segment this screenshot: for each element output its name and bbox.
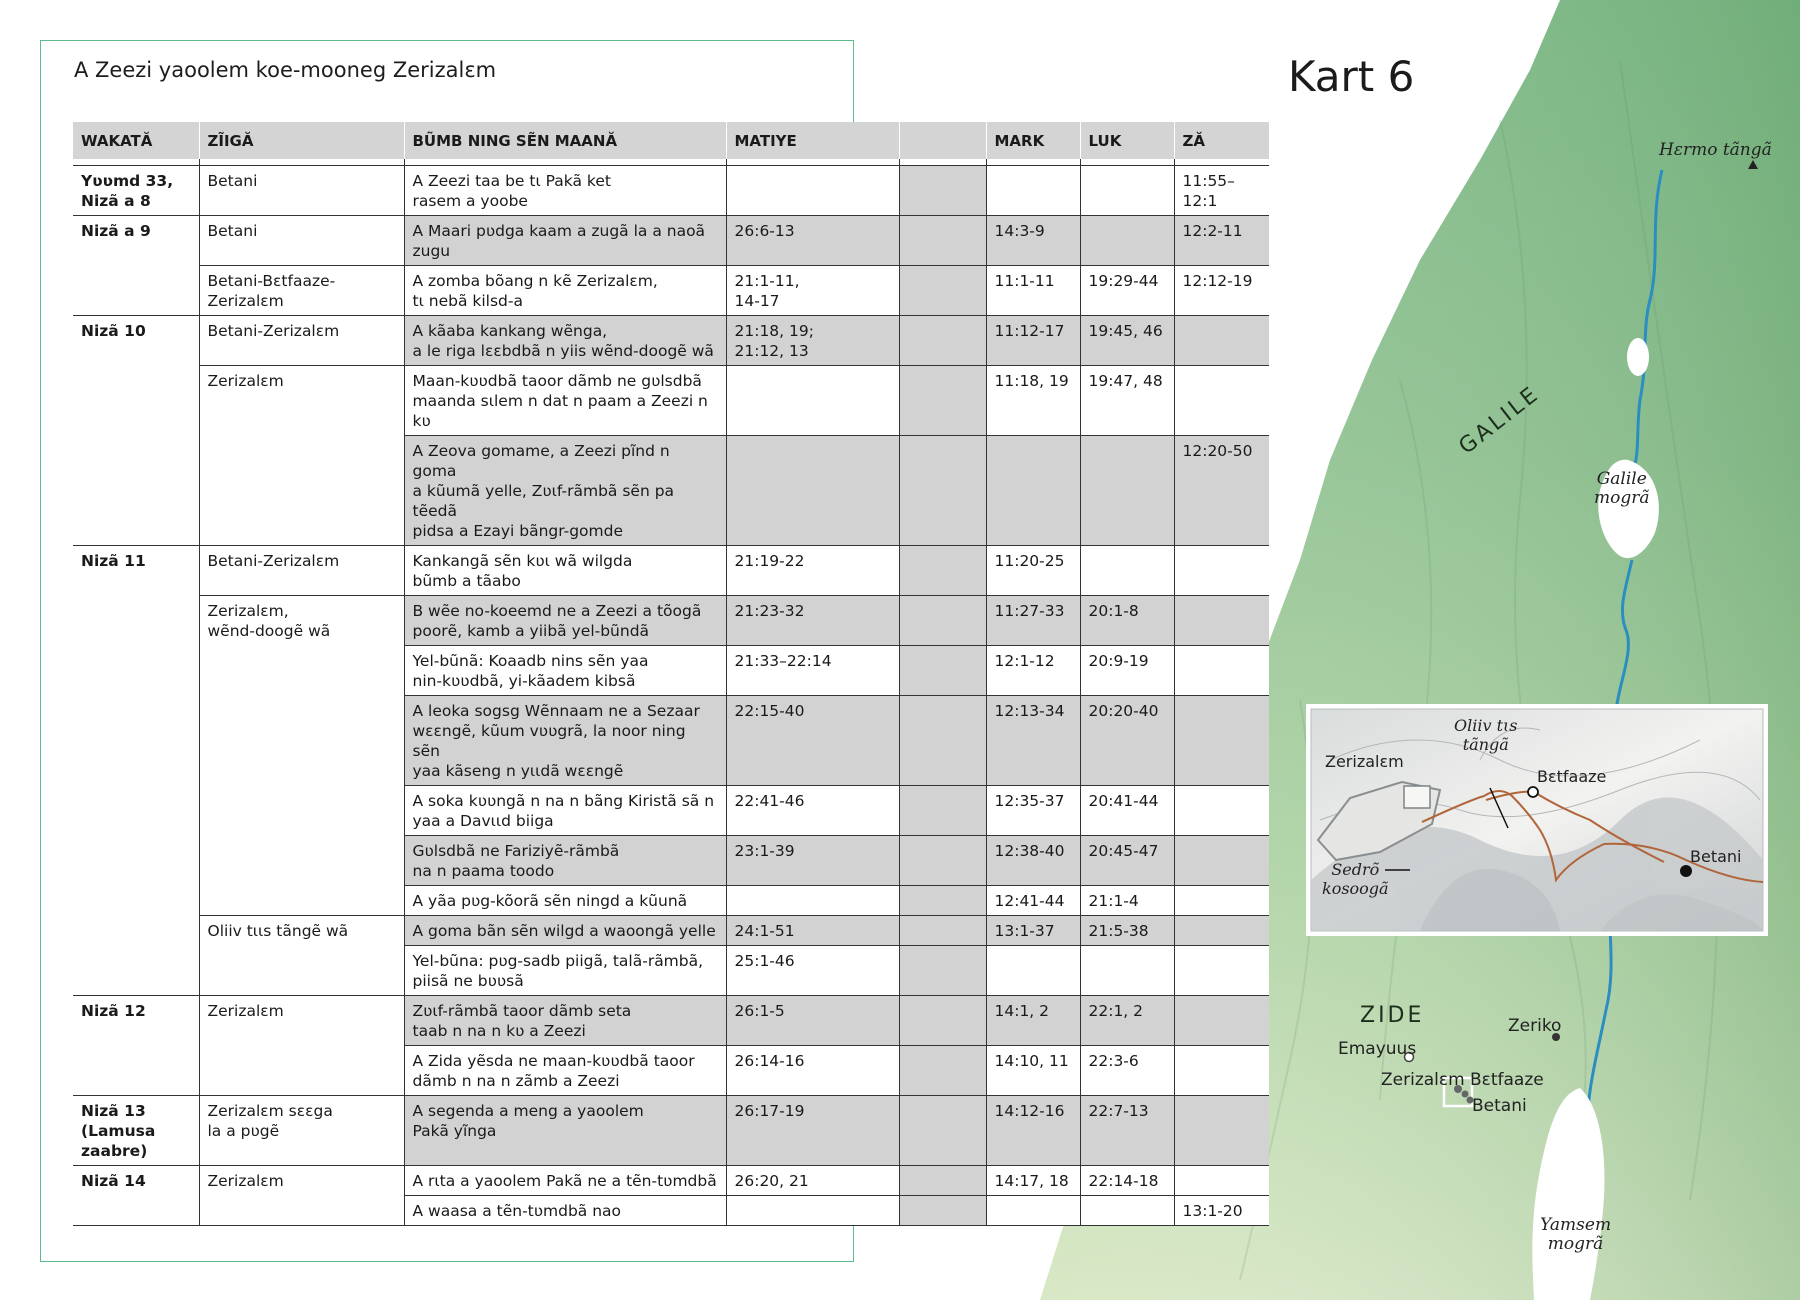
cell-place: Betani	[199, 166, 404, 216]
cell-mat	[726, 1196, 899, 1226]
cell-luk: 22:14-18	[1080, 1166, 1174, 1196]
cell-when: Nizã 12	[73, 996, 199, 1046]
cell-blank	[899, 436, 986, 546]
cell-za	[1174, 786, 1269, 836]
cell-event: A segenda a meng a yaoolem Pakã yĩnga	[404, 1096, 726, 1166]
cell-event: Maan-kʋʋdbã taoor dãmb ne gʋlsdbã maanda sɩlem n dat n paam a Zeezi n kʋ	[404, 366, 726, 436]
cell-luk: 19:45, 46	[1080, 316, 1174, 366]
cell-luk: 21:5-38	[1080, 916, 1174, 946]
cell-mat: 23:1-39	[726, 836, 899, 886]
cell-mat	[726, 366, 899, 436]
cell-place	[199, 886, 404, 916]
cell-blank	[899, 946, 986, 996]
cell-mat	[726, 436, 899, 546]
inset-label-zerizalem: Zerizalɛm	[1325, 752, 1404, 771]
label-zeriko: Zeriko	[1508, 1016, 1562, 1036]
table-row	[73, 216, 1269, 266]
betfaaze-marker	[1462, 1091, 1469, 1098]
lake-hula	[1627, 338, 1649, 376]
cell-event: B wẽe no-koeemd ne a Zeezi a tõogã poorẽ, kamb a yiibã yel-bũndã	[404, 596, 726, 646]
cell-luk: 21:1-4	[1080, 886, 1174, 916]
cell-mark: 12:35-37	[986, 786, 1080, 836]
cell-mark: 11:27-33	[986, 596, 1080, 646]
header-luk: LUK	[1080, 122, 1174, 159]
inset-label-sedro: Sedrõ kosoogã	[1322, 860, 1389, 898]
cell-mark: 11:12-17	[986, 316, 1080, 366]
cell-place: Zerizalɛm, wẽnd-doogẽ wã	[199, 596, 404, 646]
cell-mat: 21:19-22	[726, 546, 899, 596]
cell-luk	[1080, 436, 1174, 546]
cell-mat: 24:1-51	[726, 916, 899, 946]
cell-za: 12:12-19	[1174, 266, 1269, 316]
cell-za: 13:1-20	[1174, 1196, 1269, 1226]
cell-luk: 22:1, 2	[1080, 996, 1174, 1046]
cell-blank	[899, 1166, 986, 1196]
region-label-zide: ZIDE	[1360, 1003, 1425, 1028]
cell-luk: 20:41-44	[1080, 786, 1174, 836]
region-label-galile: GALILE	[1454, 381, 1545, 460]
label-emayuus: Emayuus	[1338, 1039, 1417, 1059]
cell-luk	[1080, 946, 1174, 996]
cell-za	[1174, 596, 1269, 646]
table-row	[73, 316, 1269, 366]
cell-event: Gʋlsdbã ne Fariziyẽ-rãmbã na n paama toodo	[404, 836, 726, 886]
inset-label-betani: Betani	[1690, 847, 1742, 866]
cell-za	[1174, 366, 1269, 436]
cell-mark: 14:12-16	[986, 1096, 1080, 1166]
cell-mark: 14:10, 11	[986, 1046, 1080, 1096]
cell-mat: 26:1-5	[726, 996, 899, 1046]
table-row	[73, 946, 1269, 996]
cell-za: 12:20-50	[1174, 436, 1269, 546]
table-row	[73, 1196, 1269, 1226]
cell-blank	[899, 916, 986, 946]
cell-blank	[899, 1046, 986, 1096]
cell-luk	[1080, 1196, 1174, 1226]
cell-place: Zerizalɛm sɛɛga la a pʋgẽ	[199, 1096, 404, 1166]
table-row	[73, 786, 1269, 836]
cell-place	[199, 786, 404, 836]
cell-when	[73, 1046, 199, 1096]
cell-when	[73, 836, 199, 886]
cell-mat	[726, 886, 899, 916]
cell-za	[1174, 1046, 1269, 1096]
cell-blank	[899, 546, 986, 596]
panel-title: A Zeezi yaoolem koe-mooneg Zerizalɛm	[74, 58, 497, 82]
cell-place: Betani-Bɛtfaaze- Zerizalɛm	[199, 266, 404, 316]
cell-mat: 26:17-19	[726, 1096, 899, 1166]
cell-blank	[899, 696, 986, 786]
cell-luk: 22:3-6	[1080, 1046, 1174, 1096]
cell-place	[199, 836, 404, 886]
table-row	[73, 886, 1269, 916]
label-galile-sea: Galile mogrã	[1594, 469, 1650, 508]
cell-mark	[986, 946, 1080, 996]
events-table	[73, 122, 1269, 1226]
cell-event: A Zeezi taa be tɩ Pakã ket rasem a yoobe	[404, 166, 726, 216]
cell-when	[73, 946, 199, 996]
cell-blank	[899, 646, 986, 696]
cell-when: Nizã 14	[73, 1166, 199, 1196]
cell-mark	[986, 166, 1080, 216]
cell-mark	[986, 1196, 1080, 1226]
cell-when	[73, 886, 199, 916]
cell-event: A Zeova gomame, a Zeezi pĩnd n goma a kũumã yelle, Zʋɩf-rãmbã sẽn pa tẽedã pidsa a Ezayi bãngr-gomde	[404, 436, 726, 546]
header-wakata: WAKATĂ	[73, 122, 199, 159]
cell-mat: 26:6-13	[726, 216, 899, 266]
cell-za	[1174, 836, 1269, 886]
cell-mark: 14:3-9	[986, 216, 1080, 266]
cell-when: Nizã 11	[73, 546, 199, 596]
cell-mark: 11:20-25	[986, 546, 1080, 596]
cell-mark: 13:1-37	[986, 916, 1080, 946]
cell-za	[1174, 1166, 1269, 1196]
inset-betani-marker	[1680, 865, 1692, 877]
cell-blank	[899, 886, 986, 916]
cell-mark	[986, 436, 1080, 546]
cell-when	[73, 786, 199, 836]
cell-mark: 11:1-11	[986, 266, 1080, 316]
cell-when	[73, 1196, 199, 1226]
cell-za: 12:2-11	[1174, 216, 1269, 266]
cell-mat: 22:41-46	[726, 786, 899, 836]
cell-place	[199, 646, 404, 696]
cell-mark: 12:1-12	[986, 646, 1080, 696]
label-dead-sea: Yamsem mogrã	[1540, 1215, 1612, 1254]
cell-mat: 26:14-16	[726, 1046, 899, 1096]
cell-blank	[899, 216, 986, 266]
cell-luk: 20:45-47	[1080, 836, 1174, 886]
cell-mat: 21:33–22:14	[726, 646, 899, 696]
table-row	[73, 1096, 1269, 1166]
cell-when	[73, 916, 199, 946]
cell-place	[199, 436, 404, 546]
cell-when: Nizã a 9	[73, 216, 199, 266]
cell-place: Betani-Zerizalɛm	[199, 546, 404, 596]
cell-mat: 21:1-11, 14-17	[726, 266, 899, 316]
inset-map	[1306, 704, 1768, 936]
table-row	[73, 436, 1269, 546]
cell-event: Zʋɩf-rãmbã taoor dãmb seta taab n na n kʋ a Zeezi	[404, 996, 726, 1046]
cell-event: Kankangã sẽn kʋɩ wã wilgda bũmb a tãabo	[404, 546, 726, 596]
cell-luk	[1080, 166, 1174, 216]
cell-place	[199, 696, 404, 786]
cell-za	[1174, 886, 1269, 916]
table-row	[73, 366, 1269, 436]
table-row	[73, 266, 1269, 316]
table-header-row	[73, 122, 1269, 159]
cell-when: Nizã 13 (Lamusa zaabre)	[73, 1096, 199, 1166]
cell-place	[199, 1046, 404, 1096]
table-row	[73, 546, 1269, 596]
header-za: ZĂ	[1174, 122, 1269, 159]
header-ziiga: ZĨIGĂ	[199, 122, 404, 159]
cell-event: A waasa a tẽn-tʋmdbã nao	[404, 1196, 726, 1226]
table-row	[73, 166, 1269, 216]
cell-za	[1174, 646, 1269, 696]
cell-luk: 19:47, 48	[1080, 366, 1174, 436]
cell-event: A yãa pʋg-kõorã sẽn ningd a kũunã	[404, 886, 726, 916]
table-row	[73, 1046, 1269, 1096]
cell-place: Betani-Zerizalɛm	[199, 316, 404, 366]
header-mark: MARK	[986, 122, 1080, 159]
label-betfaaze: Bɛtfaaze	[1470, 1070, 1544, 1090]
cell-event: A leoka sogsg Wẽnnaam ne a Sezaar wɛɛngẽ, kũum vʋʋgrã, la noor ning sẽn yaa kãseng n yɩɩdã wɛɛngẽ	[404, 696, 726, 786]
cell-za	[1174, 696, 1269, 786]
cell-luk: 19:29-44	[1080, 266, 1174, 316]
cell-mark: 11:18, 19	[986, 366, 1080, 436]
cell-when: Nizã 10	[73, 316, 199, 366]
cell-place: Oliiv tɩɩs tãngẽ wã	[199, 916, 404, 946]
map-title: Kart 6	[1288, 52, 1415, 101]
table-row	[73, 646, 1269, 696]
cell-mat: 25:1-46	[726, 946, 899, 996]
cell-luk: 22:7-13	[1080, 1096, 1174, 1166]
cell-event: A Maari pʋdga kaam a zugã la a naoã zugu	[404, 216, 726, 266]
cell-place	[199, 946, 404, 996]
cell-blank	[899, 316, 986, 366]
cell-mat: 26:20, 21	[726, 1166, 899, 1196]
cell-za	[1174, 916, 1269, 946]
cell-when	[73, 696, 199, 786]
cell-when	[73, 366, 199, 436]
table-row	[73, 596, 1269, 646]
cell-place: Betani	[199, 216, 404, 266]
cell-blank	[899, 366, 986, 436]
cell-mat: 21:18, 19; 21:12, 13	[726, 316, 899, 366]
header-matiye: MATIYE	[726, 122, 899, 159]
table-row	[73, 916, 1269, 946]
label-zerizalem: Zerizalɛm	[1381, 1070, 1465, 1090]
cell-when	[73, 266, 199, 316]
cell-blank	[899, 1196, 986, 1226]
cell-event: A rɩta a yaoolem Pakã ne a tẽn-tʋmdbã	[404, 1166, 726, 1196]
table-row	[73, 836, 1269, 886]
cell-mat: 21:23-32	[726, 596, 899, 646]
label-hermo: Hɛrmo tãngã	[1659, 140, 1772, 160]
cell-when	[73, 436, 199, 546]
cell-blank	[899, 1096, 986, 1166]
cell-place: Zerizalɛm	[199, 996, 404, 1046]
cell-luk	[1080, 216, 1174, 266]
cell-blank	[899, 786, 986, 836]
table-row	[73, 1166, 1269, 1196]
cell-blank	[899, 266, 986, 316]
cell-za: 11:55– 12:1	[1174, 166, 1269, 216]
cell-mark: 14:1, 2	[986, 996, 1080, 1046]
cell-blank	[899, 996, 986, 1046]
cell-blank	[899, 166, 986, 216]
header-bumb: BŨMB NING SẼN MAANĂ	[404, 122, 726, 159]
cell-place: Zerizalɛm	[199, 1166, 404, 1196]
cell-place: Zerizalɛm	[199, 366, 404, 436]
label-betani: Betani	[1472, 1096, 1527, 1116]
cell-mark: 12:38-40	[986, 836, 1080, 886]
cell-when	[73, 646, 199, 696]
cell-when: Yʋʋmd 33, Nizã a 8	[73, 166, 199, 216]
cell-place	[199, 1196, 404, 1226]
cell-mat	[726, 166, 899, 216]
table-row	[73, 996, 1269, 1046]
cell-luk: 20:20-40	[1080, 696, 1174, 786]
cell-mark: 14:17, 18	[986, 1166, 1080, 1196]
cell-blank	[899, 836, 986, 886]
cell-luk: 20:9-19	[1080, 646, 1174, 696]
cell-mark: 12:13-34	[986, 696, 1080, 786]
cell-event: Yel-bũna: pʋg-sadb piigã, talã-rãmbã, piisã ne bʋʋsã	[404, 946, 726, 996]
cell-za	[1174, 946, 1269, 996]
cell-za	[1174, 996, 1269, 1046]
inset-label-oliiv: Oliiv tɩs tãngã	[1454, 716, 1518, 754]
cell-event: Yel-bũnã: Koaadb nins sẽn yaa nin-kʋʋdbã, yi-kãadem kibsã	[404, 646, 726, 696]
table-row	[73, 696, 1269, 786]
cell-za	[1174, 546, 1269, 596]
header-blank	[899, 122, 986, 159]
cell-za	[1174, 1096, 1269, 1166]
cell-mark: 12:41-44	[986, 886, 1080, 916]
cell-event: A goma bãn sẽn wilgd a waoongã yelle	[404, 916, 726, 946]
cell-mat: 22:15-40	[726, 696, 899, 786]
inset-label-betfaaze: Bɛtfaaze	[1537, 767, 1607, 786]
cell-za	[1174, 316, 1269, 366]
cell-luk	[1080, 546, 1174, 596]
cell-event: A kãaba kankang wẽnga, a le riga lɛɛbdbã n yiis wẽnd-doogẽ wã	[404, 316, 726, 366]
cell-when	[73, 596, 199, 646]
cell-luk: 20:1-8	[1080, 596, 1174, 646]
cell-event: A zomba bõang n kẽ Zerizalɛm, tɩ nebã kilsd-a	[404, 266, 726, 316]
cell-blank	[899, 596, 986, 646]
cell-event: A Zida yẽsda ne maan-kʋʋdbã taoor dãmb n na n zãmb a Zeezi	[404, 1046, 726, 1096]
cell-event: A soka kʋʋngã n na n bãng Kiristã sã n yaa a Davɩɩd biiga	[404, 786, 726, 836]
